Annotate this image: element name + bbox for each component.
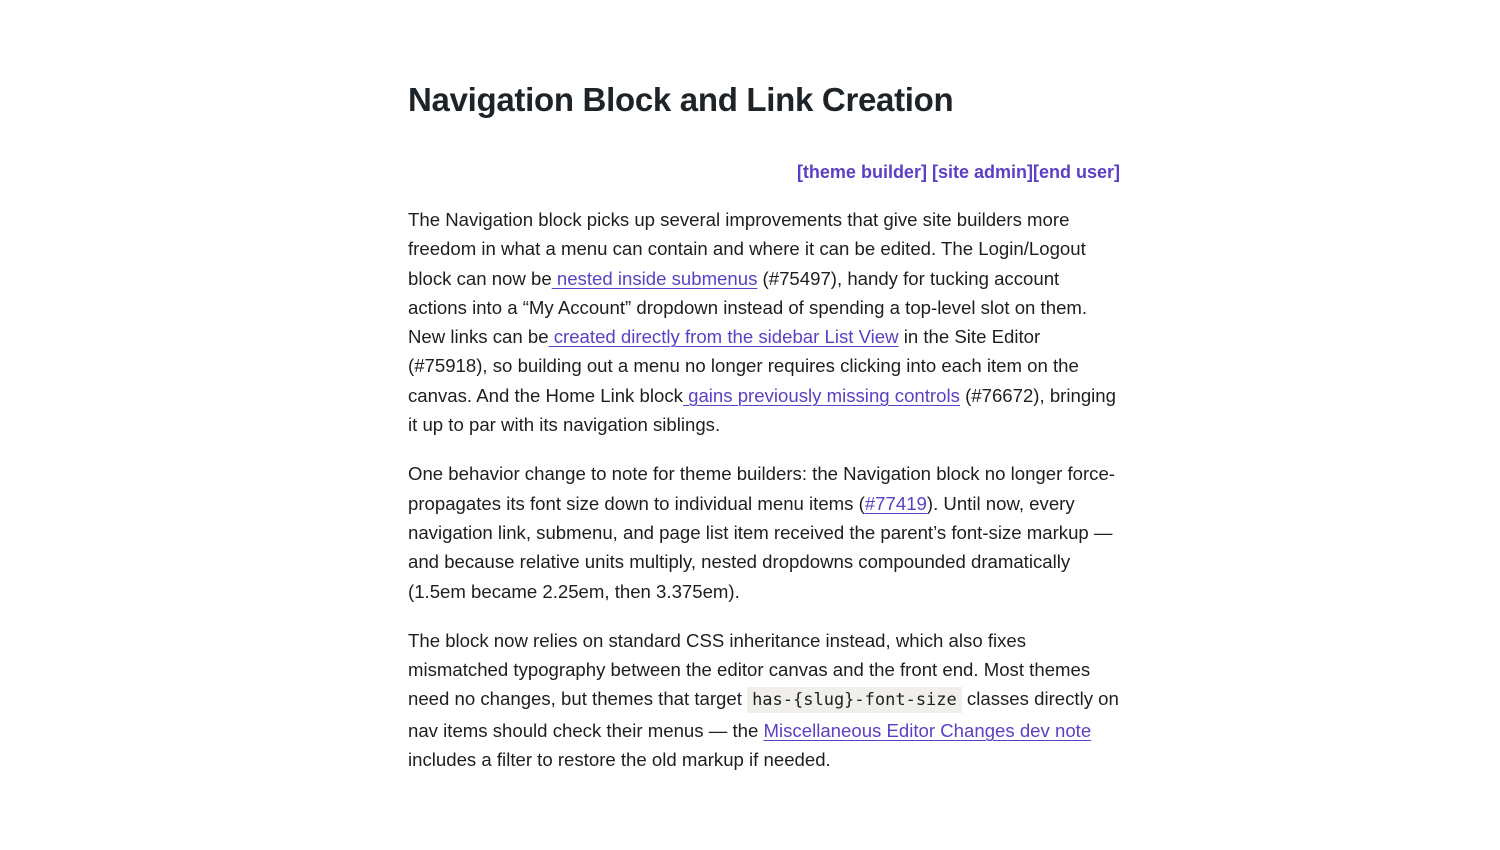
- paragraph-1-text-3: in the Site Editor (#75918), so building out a menu no longer requires clicking into each item on the canvas. And the Home Link block: [408, 326, 1079, 406]
- paragraph-1-text-2: (#75497), handy for tucking account actions into a “My Account” dropdown instead of spending a top-level slot on them. New links can be: [408, 267, 1088, 348]
- paragraph-2-text-2: ). Until now, every navigation link, submenu, and page list item received the parent’s font-size markup — and because relative units multiply, nested dropdowns compounded dramatically (1.5em became 2.25em, then 3.375em).: [408, 492, 1113, 602]
- issue-77419-link[interactable]: #77419: [864, 492, 927, 514]
- audience-end-user: [end user]: [1032, 162, 1120, 182]
- paragraph-1-text-4: (#76672), bringing it up to par with its navigation siblings.: [408, 384, 1116, 436]
- paragraph-1-text-1: The Navigation block picks up several improvements that give site builders more freedom in what a menu can contain and where it can be edited. The Login/Logout block can now be: [408, 209, 1086, 289]
- paragraph-3-text-3: includes a filter to restore the old markup if needed.: [408, 749, 831, 771]
- article: [408, 78, 1120, 774]
- paragraph-2-text-1: One behavior change to note for theme builders: the Navigation block no longer force-propagates its font size down to individual menu items (: [408, 463, 1115, 514]
- paragraph-3: [408, 626, 1120, 774]
- paragraph-3-text-2: classes directly on nav items should check their menus — the: [408, 688, 1119, 741]
- nested-inside-submenus-link[interactable]: nested inside submenus: [551, 267, 758, 289]
- section-title: Navigation Block and Link Creation: [408, 81, 954, 118]
- created-from-list-view-link[interactable]: created directly from the sidebar List View: [548, 326, 899, 348]
- audience-theme-builder: [theme builder]: [796, 162, 927, 182]
- audience-tags: [408, 159, 1120, 185]
- font-size-class-code: has-{slug}-font-size: [747, 687, 962, 713]
- paragraph-3-text-1: The block now relies on standard CSS inheritance instead, which also fixes mismatched typography between the editor canvas and the front end. Most themes need no changes, but themes that target: [408, 629, 1091, 710]
- gains-missing-controls-link[interactable]: gains previously missing controls: [682, 384, 960, 406]
- paragraph-1: [408, 205, 1120, 439]
- misc-editor-changes-dev-note-link[interactable]: Miscellaneous Editor Changes dev note: [763, 719, 1092, 741]
- paragraph-2: [408, 459, 1120, 605]
- audience-site-admin: [site admin]: [931, 162, 1033, 182]
